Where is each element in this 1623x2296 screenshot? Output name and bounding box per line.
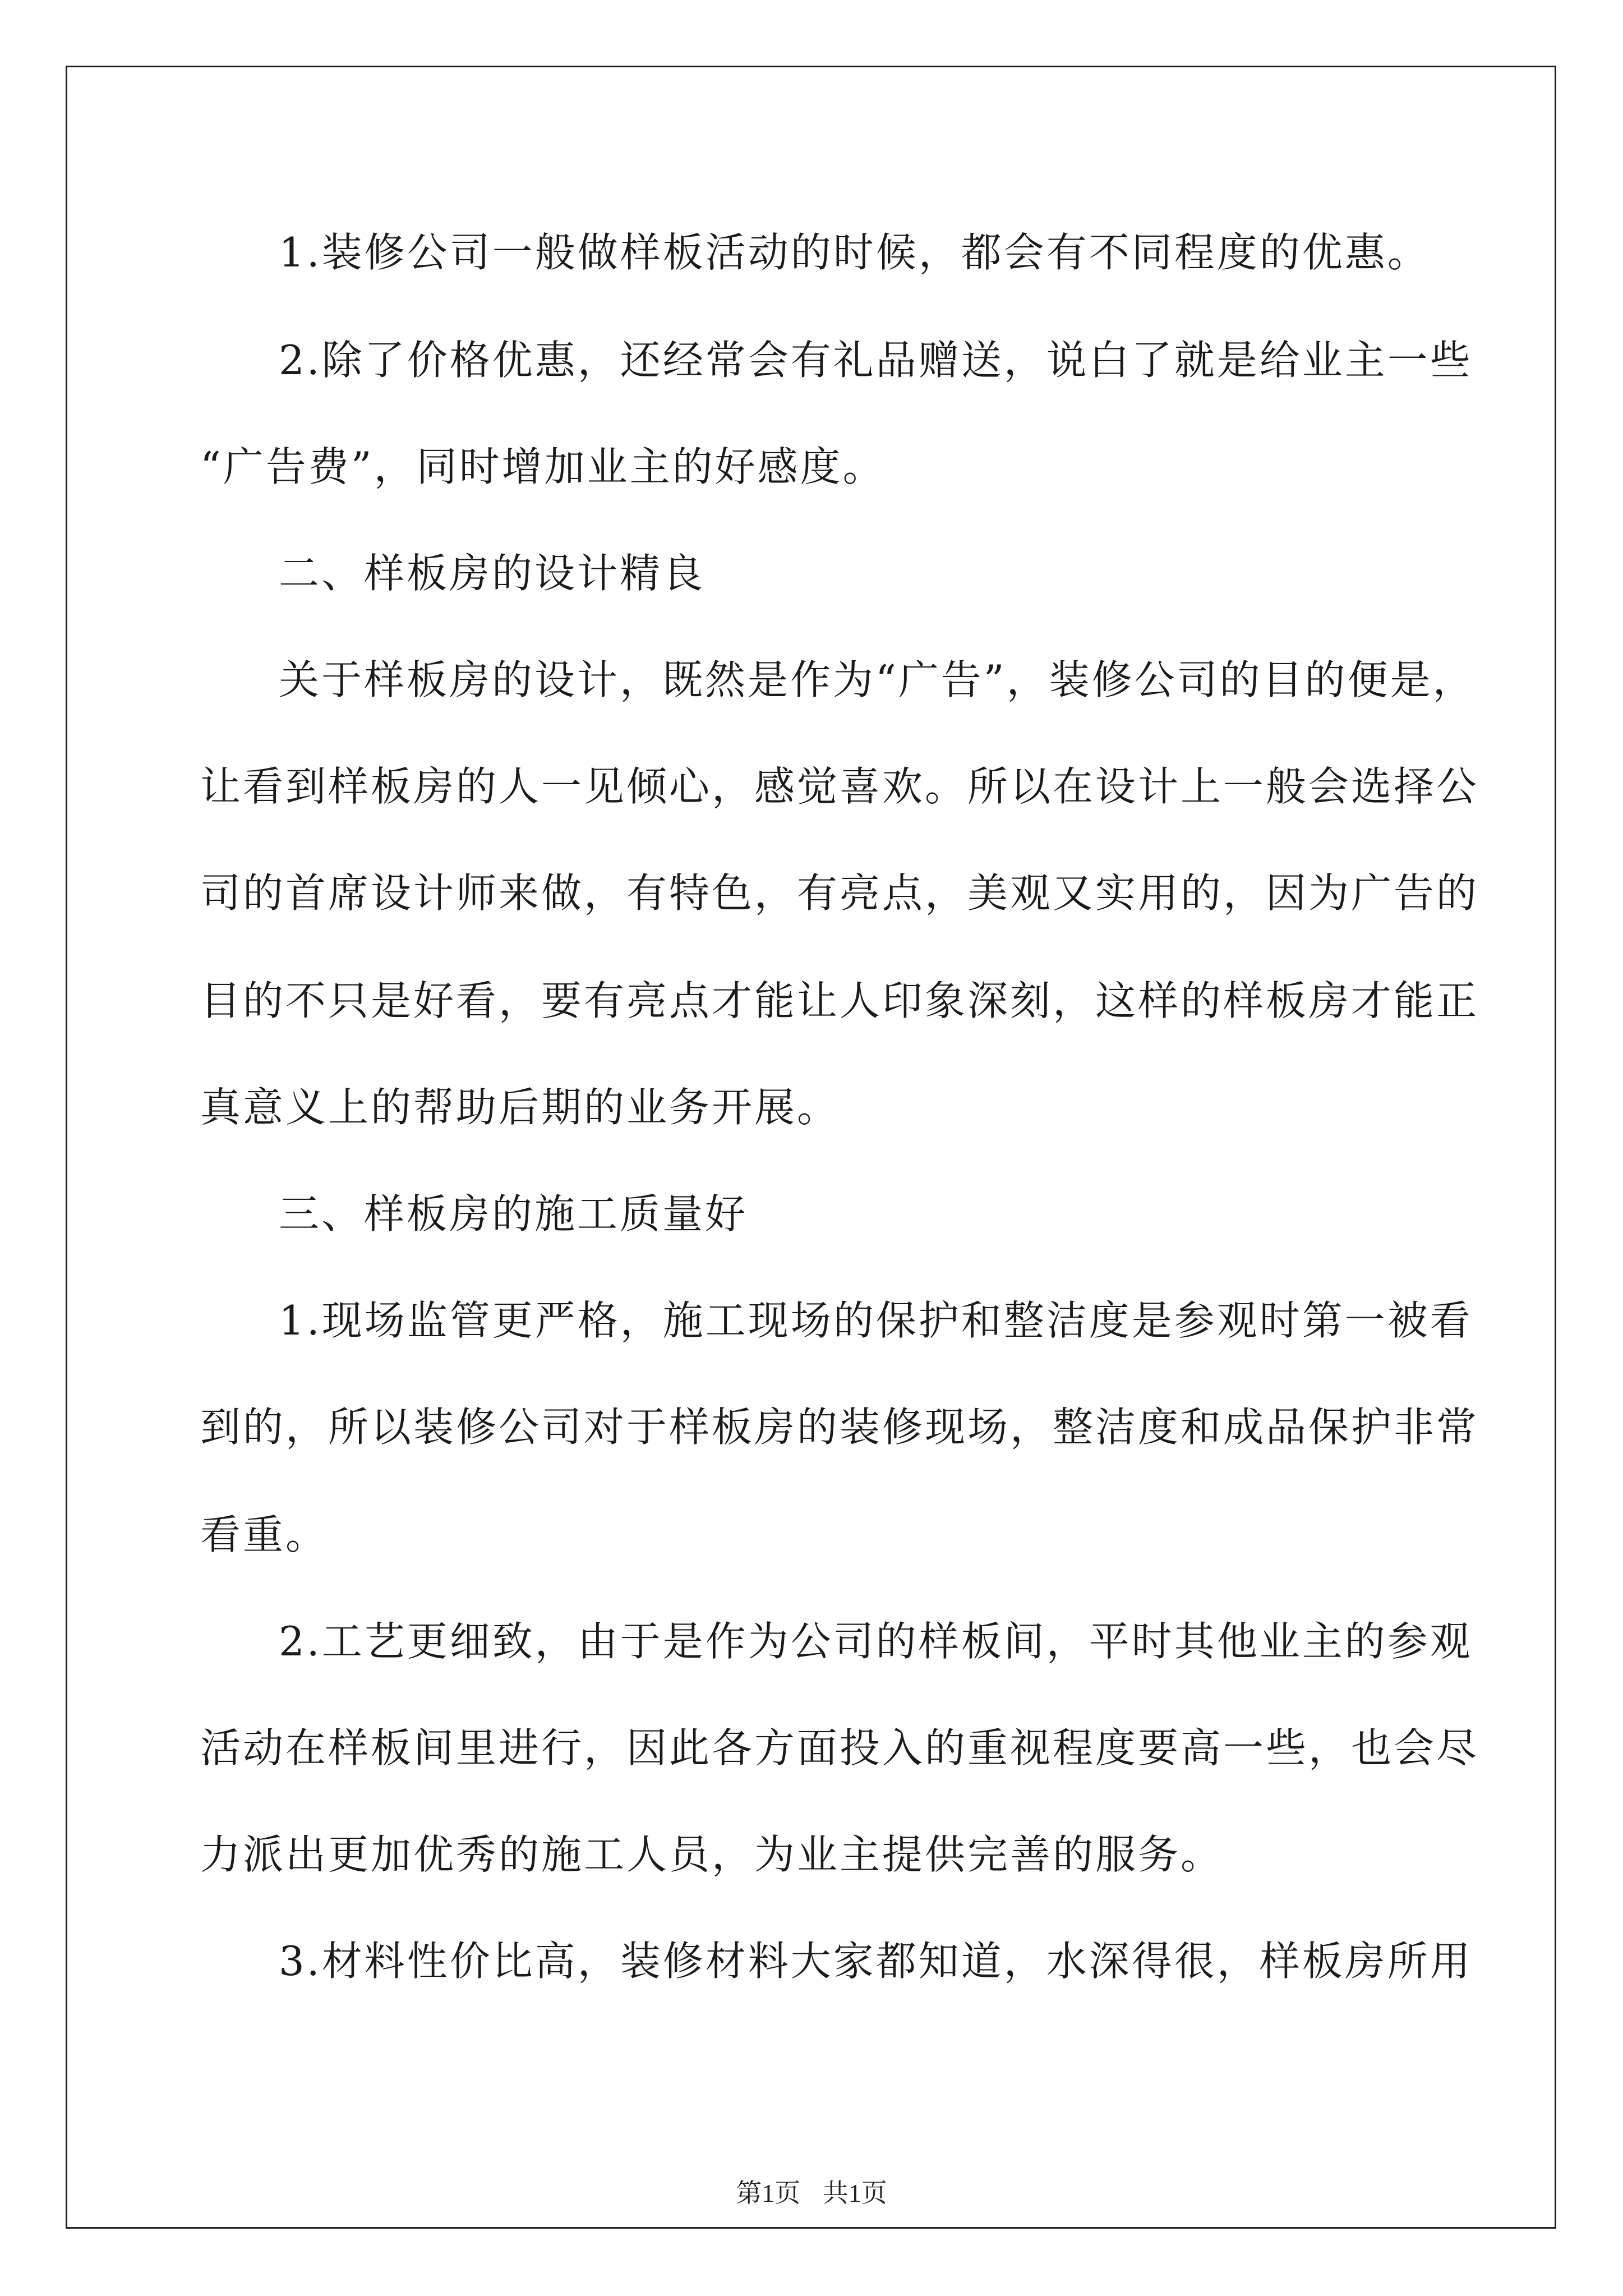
paragraph-line: 3.材料性价比高，装修材料大家都知道，水深得很，样板房所用 (279, 1938, 1473, 1985)
paragraph-line: “广告费”，同时增加业主的好感度。 (200, 443, 886, 490)
section-heading: 三、样板房的施工质量好 (279, 1190, 748, 1237)
paragraph-line: 真意义上的帮助后期的业务开展。 (200, 1084, 840, 1131)
paragraph-line: 2.工艺更细致，由于是作为公司的样板间，平时其他业主的参观 (279, 1618, 1473, 1665)
paragraph-line: 目的不只是好看，要有亮点才能让人印象深刻，这样的样板房才能正 (200, 977, 1479, 1024)
paragraph-line: 到的，所以装修公司对于样板房的装修现场，整洁度和成品保护非常 (200, 1404, 1479, 1451)
paragraph-line: 关于样板房的设计，既然是作为“广告”，装修公司的目的便是， (279, 656, 1476, 703)
paragraph-line: 司的首席设计师来做，有特色，有亮点，美观又实用的，因为广告的 (200, 869, 1479, 917)
section-heading: 二、样板房的设计精良 (279, 550, 706, 597)
paragraph-line: 力派出更加优秀的施工人员，为业主提供完善的服务。 (200, 1831, 1224, 1878)
page-number: 第1页 (736, 2179, 801, 2207)
paragraph-line: 1.现场监管更严格，施工现场的保护和整洁度是参观时第一被看 (279, 1297, 1473, 1344)
paragraph-line: 2.除了价格优惠，还经常会有礼品赠送，说白了就是给业主一些 (279, 337, 1473, 384)
paragraph-line: 1.装修公司一般做样板活动的时候，都会有不同程度的优惠。 (279, 229, 1430, 276)
paragraph-line: 活动在样板间里进行，因此各方面投入的重视程度要高一些，也会尽 (200, 1724, 1479, 1772)
paragraph-line: 看重。 (200, 1511, 329, 1558)
paragraph-line: 让看到样板房的人一见倾心，感觉喜欢。所以在设计上一般会选择公 (200, 763, 1479, 810)
page-border (66, 66, 1556, 2229)
page-total: 共1页 (822, 2179, 887, 2207)
page-footer (0, 2177, 1623, 2210)
